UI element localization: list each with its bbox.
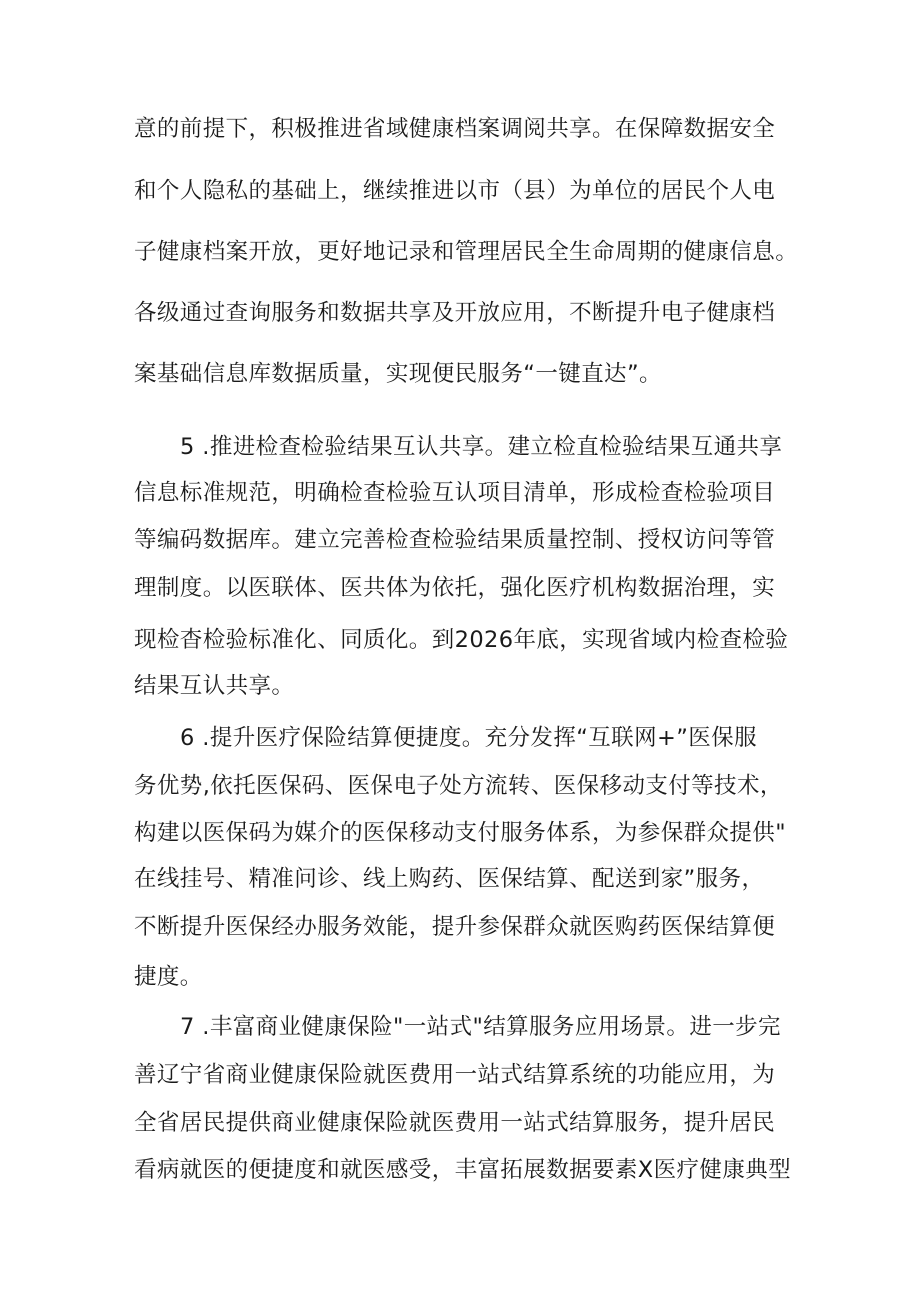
paragraph-6-line-1: 6 .提升医疗保险结算便捷度。充分发挥“互联网+”医保服 (180, 725, 757, 751)
paragraph-7-line-1: 7 .丰富商业健康保险"一站式"结算服务应用场景。进一步完 (180, 1014, 781, 1040)
paragraph-7-line-4: 看病就医的便捷度和就医感受，丰富拓展数据要素X医疗健康典型 (134, 1157, 792, 1183)
paragraph-6-line-3: 构建以医保码为媒介的医保移动支付服务体系，为参保群众提供" (134, 820, 786, 846)
paragraph-7-line-2: 善辽宁省商业健康保险就医费用一站式结算系统的功能应用，为 (134, 1062, 776, 1088)
paragraph-1-line-2: 和个人隐私的基础上，继续推进以市（县）为单位的居民个人电 (134, 178, 776, 204)
paragraph-1-line-4: 各级通过查询服务和数据共享及开放应用，不断提升电子健康档 (134, 300, 776, 326)
paragraph-1-line-1: 意的前提下，积极推进省域健康档案调阅共享。在保障数据安全 (134, 116, 776, 142)
paragraph-1-line-3: 子健康档案开放，更好地记录和管理居民全生命周期的健康信息。 (134, 239, 799, 265)
paragraph-6-line-2: 务优势,依托医保码、医保电子处方流转、医保移动支付等技术， (134, 773, 783, 799)
paragraph-5-line-3: 等编码数据库。建立完善检查检验结果质量控制、授权访问等管 (134, 527, 776, 553)
paragraph-1-line-5: 案基础信息库数据质量，实现便民服务“一键直达”。 (134, 361, 662, 387)
paragraph-5-line-5: 现检杳检验标准化、同质化。到2026年底，实现省域内检查检验 (134, 627, 789, 653)
paragraph-7-line-3: 全省居民提供商业健康保险就医费用一站式结算服务，提升居民 (134, 1110, 776, 1136)
paragraph-5-line-1: 5 .推进检查检验结果互认共享。建立检直检验结果互通共享 (180, 434, 783, 460)
paragraph-5-line-2: 信息标准规范，明确检查检验互认项目清单，形成检查检验项目 (134, 480, 776, 506)
paragraph-6-line-4: 在线挂号、精准问诊、线上购药、医保结算、配送到家”服务， (134, 866, 765, 892)
paragraph-6-line-5: 不断提升医保经办服务效能，提升参保群众就医购药医保结算便 (134, 914, 776, 940)
paragraph-5-line-4: 理制度。以医联体、医共体为依托，强化医疗机构数据治理，实 (134, 575, 776, 601)
paragraph-6-line-6: 捷度。 (134, 964, 203, 990)
paragraph-5-line-6: 结果互认共享。 (134, 673, 295, 699)
